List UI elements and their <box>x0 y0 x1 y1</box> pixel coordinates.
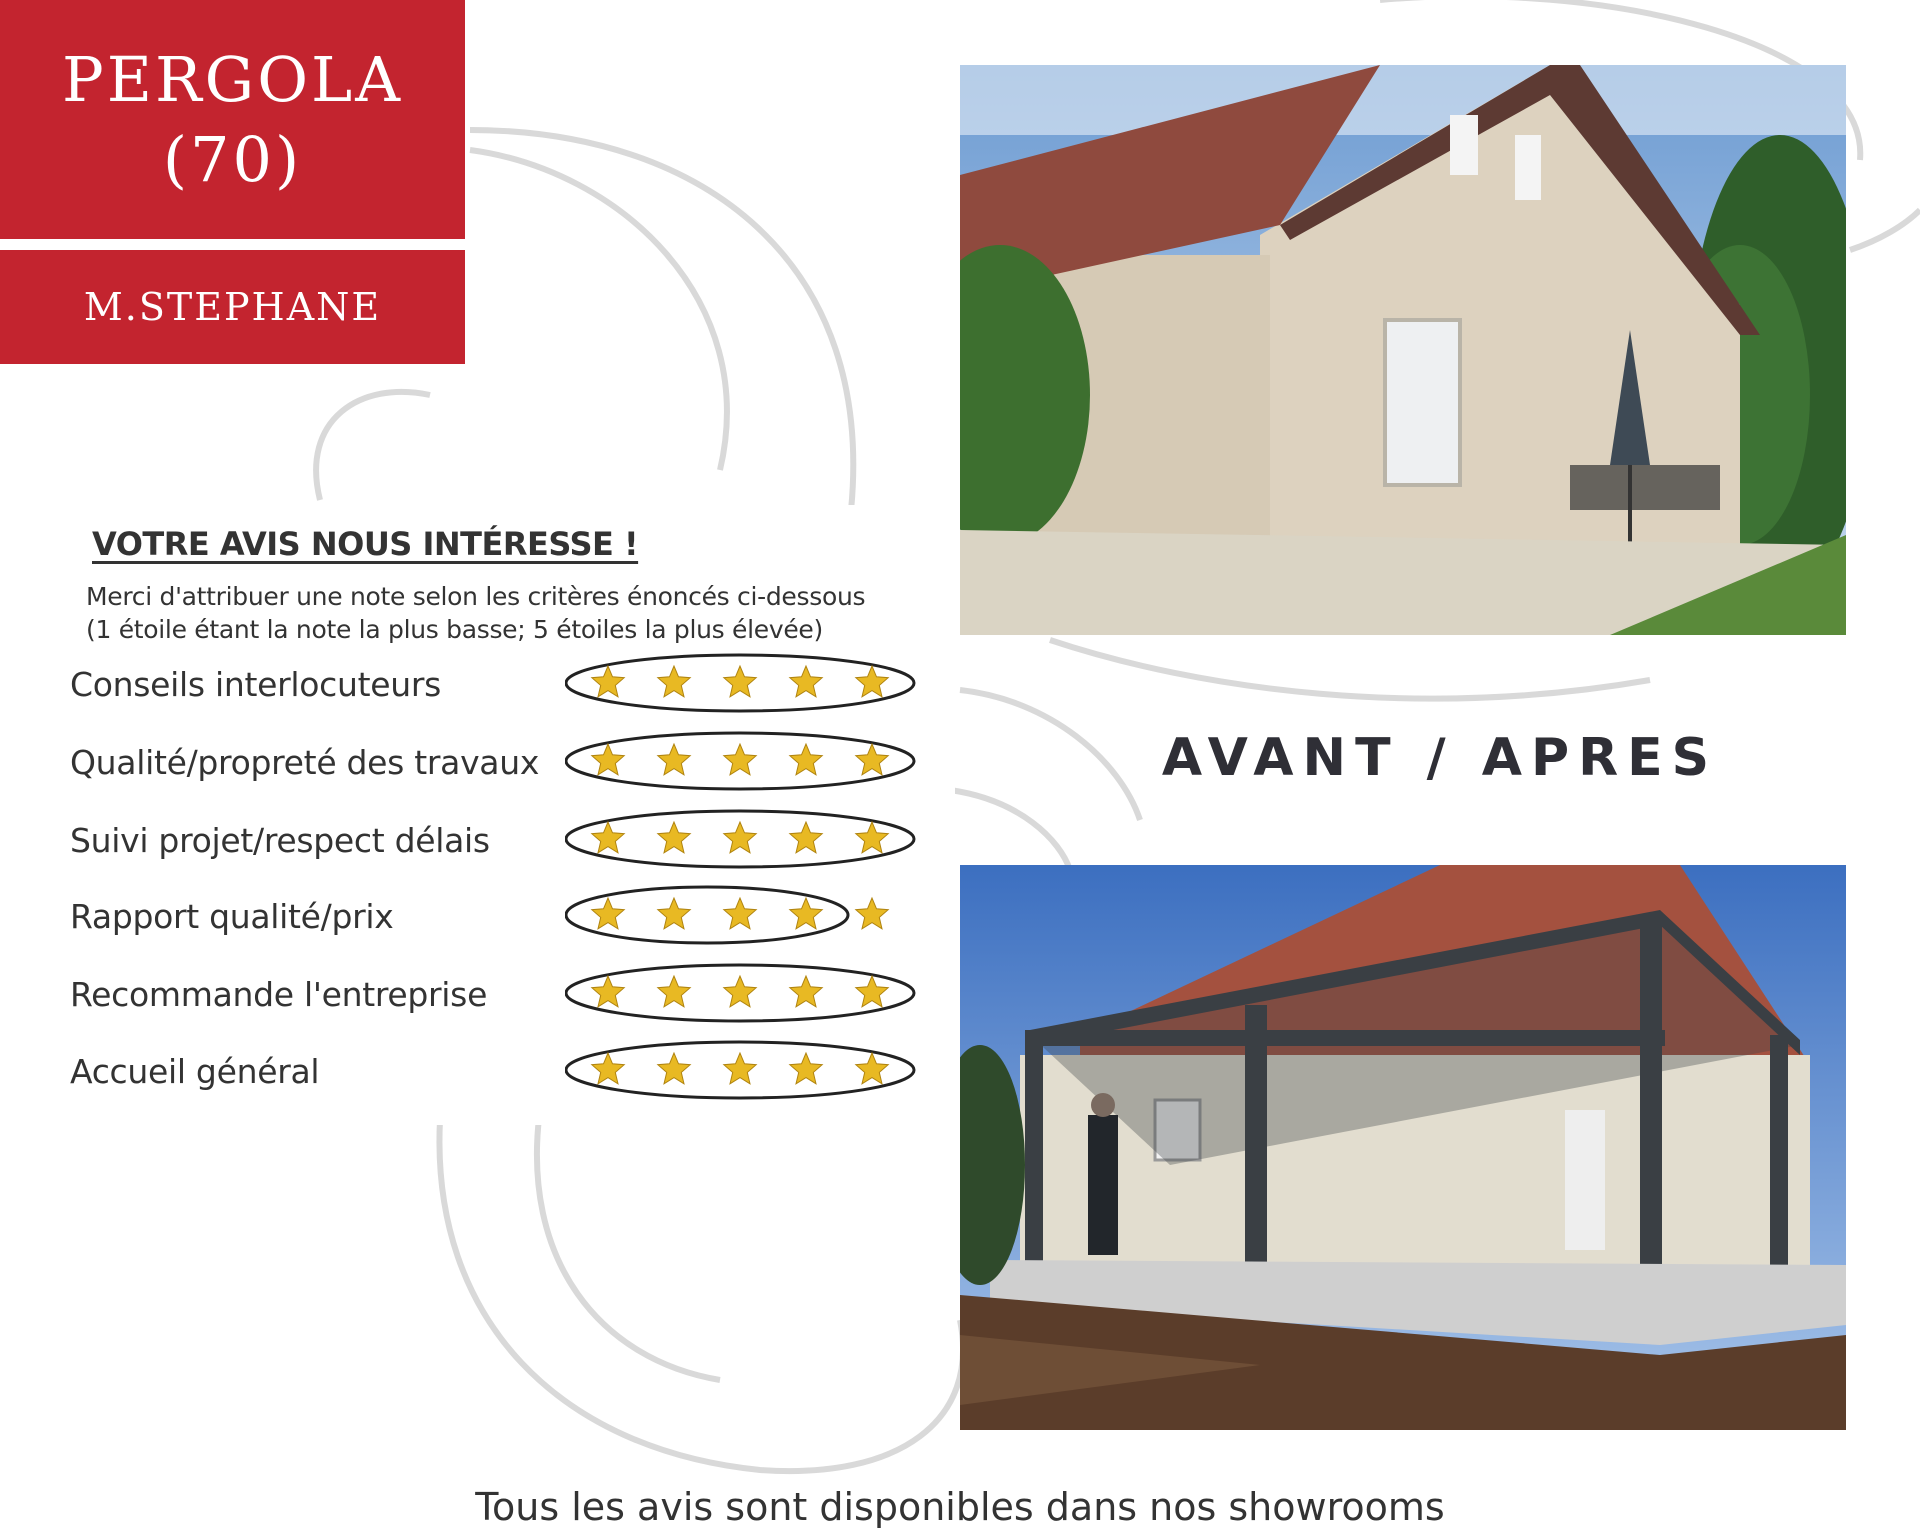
client-name: M.STEPHANE <box>83 285 382 329</box>
survey-intro <box>86 580 865 646</box>
star-rating <box>565 643 955 723</box>
before-after-label: AVANT / APRES <box>1161 728 1719 788</box>
star-icon <box>790 1053 822 1084</box>
star-rating <box>565 953 955 1033</box>
star-icon <box>724 822 756 853</box>
survey-title: VOTRE AVIS NOUS INTÉRESSE ! <box>92 525 639 563</box>
page-title-line-1: PERGOLA <box>62 42 403 116</box>
star-icon <box>724 976 756 1007</box>
star-icon <box>724 666 756 697</box>
star-icon <box>592 976 624 1007</box>
star-icon <box>856 666 888 697</box>
footer-note: Tous les avis sont disponibles dans nos showrooms <box>475 1485 1445 1529</box>
star-icon <box>790 744 822 775</box>
star-icon <box>724 898 756 929</box>
star-icon <box>658 1053 690 1084</box>
star-icon <box>790 822 822 853</box>
star-icon <box>856 744 888 775</box>
star-icon <box>592 898 624 929</box>
house-before-image <box>960 65 1846 635</box>
star-icon <box>592 666 624 697</box>
star-icon <box>592 1053 624 1084</box>
satisfaction-survey <box>60 505 955 1125</box>
photo-before <box>960 65 1846 635</box>
criterion-label: Qualité/propreté des travaux <box>70 743 540 782</box>
star-icon <box>658 898 690 929</box>
star-icon <box>658 976 690 1007</box>
star-icon <box>856 1053 888 1084</box>
criterion-label: Recommande l'entreprise <box>70 975 488 1014</box>
star-icon <box>790 666 822 697</box>
survey-intro-line-2: (1 étoile étant la note la plus basse; 5 étoiles la plus élevée) <box>86 615 823 644</box>
criterion-label: Conseils interlocuteurs <box>70 665 441 704</box>
star-icon <box>724 744 756 775</box>
star-rating <box>565 1030 955 1110</box>
star-icon <box>856 976 888 1007</box>
star-icon <box>790 898 822 929</box>
star-icon <box>658 666 690 697</box>
star-rating <box>565 721 955 801</box>
page-title-line-2: (70) <box>162 122 303 196</box>
star-rating <box>565 875 955 955</box>
star-rating <box>565 799 955 879</box>
star-icon <box>592 744 624 775</box>
star-icon <box>856 898 888 929</box>
star-icon <box>658 744 690 775</box>
star-icon <box>724 1053 756 1084</box>
criterion-label: Accueil général <box>70 1052 320 1091</box>
star-icon <box>658 822 690 853</box>
criterion-label: Rapport qualité/prix <box>70 897 394 936</box>
star-icon <box>592 822 624 853</box>
criterion-label: Suivi projet/respect délais <box>70 821 490 860</box>
star-icon <box>790 976 822 1007</box>
title-box <box>0 0 465 239</box>
pergola-after-image <box>960 865 1846 1430</box>
client-name-box <box>0 250 465 364</box>
star-icon <box>856 822 888 853</box>
survey-intro-line-1: Merci d'attribuer une note selon les critères énoncés ci-dessous <box>86 582 866 611</box>
photo-after <box>960 865 1846 1430</box>
